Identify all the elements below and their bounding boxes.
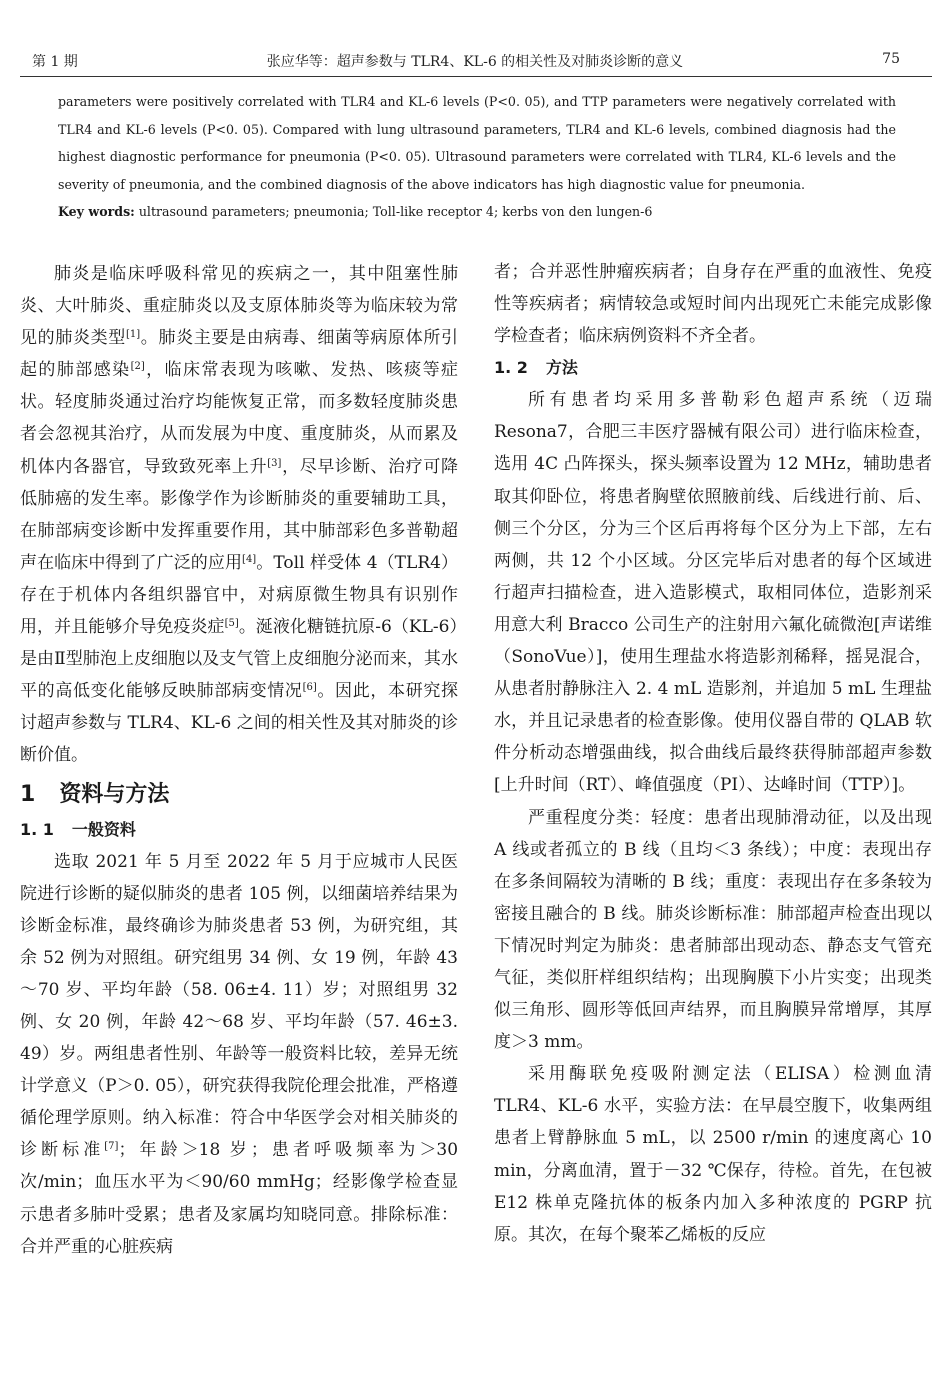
methods-paragraph: 所有患者均采用多普勒彩色超声系统（迈瑞 Resona7，合肥三丰医疗器械有限公司）进行临床检查，选用 4C 凸阵探头，探头频率设置为 12 MHz，辅助患者取其仰卧位，将患者胸壁依照腋前线、后线进行前、后、侧三个分区，分为三个区后再将每个区分为上下部，左右两侧，共 12 个小区域。分区完毕后对患者的每个区域进行超声扫描检查，进入造影模式，取相同体位，造影剂采用意大利 Bracco 公司生产的注射用六氟化硫微泡[声诺维（SonoVue）]，使用生理盐水将造影剂稀释，摇晃混合，从患者肘静脉注入 2. 4 mL 造影剂，并追加 5 mL 生理盐水，并且记录患者的检查影像。使用仪器自带的 QLAB 软件分析动态增强曲线，拟合曲线后最终获得肺部超声参数[上升时间（RT）、峰值强度（PI）、达峰时间（TTP）]。 [494, 390, 932, 796]
english-abstract [58, 88, 896, 226]
severity-paragraph: 严重程度分类：轻度：患者出现肺滑动征，以及出现 A 线或者孤立的 B 线（且均＜3 条线）；中度：表现出存在多条间隔较为清晰的 B 线；重度：表现出存在多条较为密接且融合的 B 线。肺炎诊断标准：肺部超声检查出现以下情况时判定为肺炎：患者肺部出现动态、静态支气管充气征，类似肝样组织结构；出现胸膜下小片实变；出现类似三角形、圆形等低回声结界，而且胸膜异常增厚，其厚度＞3 mm。 [494, 807, 932, 1053]
general-data-paragraph: 选取 2021 年 5 月至 2022 年 5 月于应城市人民医院进行诊断的疑似肺炎的患者 105 例，以细菌培养结果为诊断金标准，最终确诊为肺炎患者 53 例，为研究组，其余 52 例为对照组。研究组男 34 例、女 19 例，年龄 43～70 岁、平均年龄（58. 06±4. 11）岁；对照组男 32 例、女 20 例，年龄 42～68 岁、平均年龄（57. 46±3. 49）岁。两组患者性别、年龄等一般资料比较，差异无统计学意义（P＞0. 05），研究获得我院伦理会批准，严格遵循伦理学原则。纳入标准：符合中华医学会对相关肺炎的诊断标准[7]；年龄＞18 岁；患者呼吸频率为＞30 次/min；血压水平为＜90/60 mmHg；经影像学检查显示患者多肺叶受累；患者及家属均知晓同意。排除标准：合并严重的心脏疾病 [20, 851, 459, 1257]
issue-number: 第 1 期 [32, 54, 78, 70]
citation: [6] [302, 682, 317, 694]
citation: [7] [104, 1141, 119, 1153]
page-number: 75 [882, 51, 900, 67]
subsection-heading: 1. 2 方法 [494, 358, 578, 378]
citation: [5] [224, 618, 239, 630]
keywords-label: Key words: [58, 204, 135, 219]
keywords-text: ultrasound parameters; pneumonia; Toll-like receptor 4; kerbs von den lungen-6 [134, 204, 653, 219]
abstract-text: parameters were positively correlated with TLR4 and KL-6 levels (P<0. 05), and TTP parameters were negatively correlated with TLR4 and KL-6 levels (P<0. 05). Compared with lung ultrasound parameters, TLR4 and KL-6 levels, combined diagnosis had the highest diagnostic performance for pneumonia (P<0. 05). Ultrasound parameters were correlated with TLR4, KL-6 levels and the severity of pneumonia, and the combined diagnosis of the above indicators has high diagnostic value for pneumonia. [58, 94, 896, 192]
right-column [494, 256, 932, 1251]
left-column [20, 258, 458, 1263]
page-header [20, 47, 930, 73]
elisa-paragraph: 采用酶联免疫吸附测定法（ELISA）检测血清 TLR4、KL-6 水平，实验方法：在早晨空腹下，收集两组患者上臂静脉血 5 mL，以 2500 r/min 的速度离心 10 min，分离血清，置于－32 ℃保存，待检。首先，在包被 E12 株单克隆抗体的板条内加入多种浓度的 PGRP 抗原。其次，在每个聚苯乙烯板的反应 [494, 1064, 932, 1245]
exclusion-paragraph-continued: 者；合并恶性肿瘤疾病者；自身存在严重的血液性、免疫性等疾病者；病情较急或短时间内出现死亡未能完成影像学检查者；临床病例资料不齐全者。 [494, 262, 932, 347]
citation: [1] [125, 329, 141, 341]
citation: [3] [267, 457, 282, 469]
citation: [4] [242, 553, 257, 565]
section-heading: 1 资料与方法 [20, 781, 170, 807]
intro-paragraph: 肺炎是临床呼吸科常见的疾病之一，其中阻塞性肺炎、大叶肺炎、重症肺炎以及支原体肺炎等为临床较为常见的肺炎类型[1]。肺炎主要是由病毒、细菌等病原体所引起的肺部感染[2]，临床常表现为咳嗽、发热、咳痰等症状。轻度肺炎通过治疗均能恢复正常，而多数轻度肺炎患者会忽视其治疗，从而发展为中度、重度肺炎，从而累及机体内各器官，导致致死率上升[3]，尽早诊断、治疗可降低肺癌的发生率。影像学作为诊断肺炎的重要辅助工具，在肺部病变诊断中发挥重要作用，其中肺部彩色多普勒超声在临床中得到了广泛的应用[4]。Toll 样受体 4（TLR4）存在于机体内各组织器官中，对病原微生物具有识别作用，并且能够介导免疫炎症[5]。涎液化糖链抗原-6（KL-6）是由Ⅱ型肺泡上皮细胞以及支气管上皮细胞分泌而来，其水平的高低变化能够反映肺部病变情况[6]。因此，本研究探讨超声参数与 TLR4、KL-6 之间的相关性及其对肺炎的诊断价值。 [20, 264, 459, 766]
running-title: 张应华等：超声参数与 TLR4、KL-6 的相关性及对肺炎诊断的意义 [266, 54, 684, 70]
subsection-heading: 1. 1 一般资料 [20, 819, 136, 839]
citation: [2] [130, 361, 145, 373]
header-rule [20, 76, 932, 77]
keywords [58, 198, 896, 226]
